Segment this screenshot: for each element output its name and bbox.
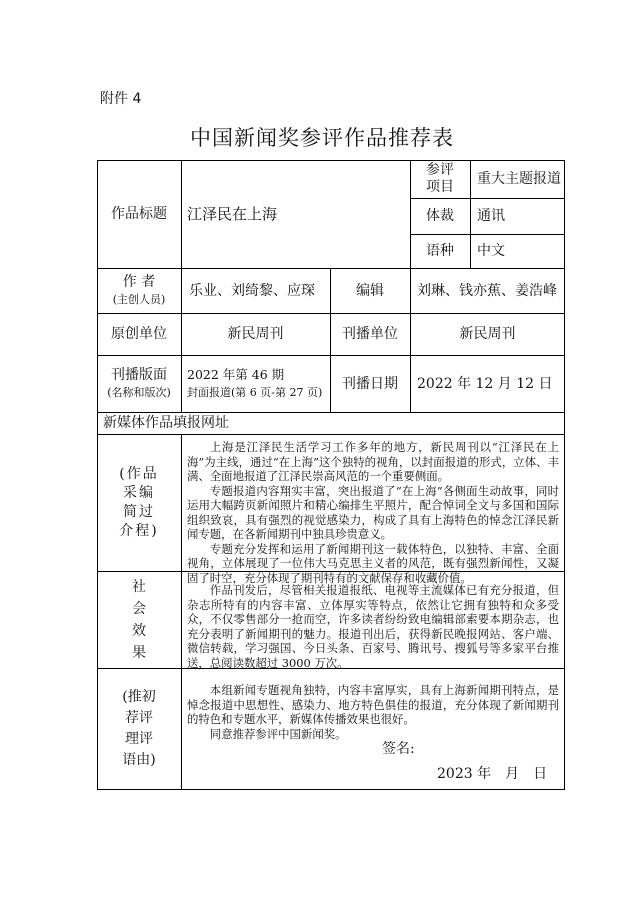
genre-label: 体裁: [426, 208, 454, 224]
intro-paragraph: 专题报道内容翔实丰富，突出报道了“在上海”各侧面生动故事，同时运用大幅跨页新闻照片和精心编排生平照片，配合悼词全文与多国和国际组织致哀，具有强烈的视觉感染力，构成了具有上海特色的悼念江泽民新闻专题，在各新闻期刊中独具珍贵意义。: [187, 483, 559, 541]
intro-paragraph: 专题充分发挥和运用了新闻期刊这一载体特色，以独特、丰富、全面视角，立体展现了一位伟大马克思主义者的风范，既有强烈新闻性，又凝固了时空，充分体现了期刊特有的文献保存和收藏价值。: [187, 541, 559, 585]
publish-date-value: 2022 年 12 月 12 日: [417, 375, 553, 392]
original-unit-label: 原创单位: [111, 326, 167, 342]
review-paragraph: 本组新闻专题视角独特，内容丰富厚实，具有上海新闻期刊特点，是悼念报道中思想性、感染力、地方特色俱佳的报道，充分体现了新闻期刊的特色和专题水平，新媒体传播效果也很好。: [187, 683, 559, 726]
review-date: 2023 年 月 日: [437, 766, 548, 782]
col-line: [181, 160, 182, 412]
effect-label: 社会效果: [132, 578, 146, 661]
language-value: 中文: [477, 243, 505, 259]
recommendation-form: [97, 160, 565, 790]
layout-sublabel: (名称和版次): [107, 385, 171, 399]
effect-label-cell: [97, 571, 181, 668]
review-paragraph: 同意推荐参评中国新闻奖。: [209, 726, 347, 741]
form-title: 中国新闻奖参评作品推荐表: [190, 126, 454, 150]
language-label: 语种: [426, 243, 454, 259]
layout-label-cell: [97, 355, 181, 412]
intro-paragraph: 上海是江泽民生活学习工作多年的地方，新民周刊以“江泽民在上海”为主线，通过“在上海”这个独特的视角，以封面报道的形式，立体、丰满、全面地报道了江泽民崇高风范的一个重要侧面。: [187, 440, 559, 483]
col-line: [470, 160, 471, 268]
review-text: [187, 683, 559, 741]
layout-value-line2: 封面报道(第 6 页-第 27 页): [187, 385, 323, 399]
editors-value: 刘琳、钱亦蕉、姜浩峰: [417, 282, 557, 299]
authors-value: 乐业、刘绮黎、应琛: [189, 282, 315, 299]
authors-sublabel: (主创人员): [112, 292, 166, 306]
work-title-label: 作品标题: [111, 206, 167, 222]
category-label: 参评项目: [426, 162, 454, 195]
work-title-value: 江泽民在上海: [187, 205, 278, 223]
effect-text: [187, 583, 559, 670]
new-media-url-label: 新媒体作品填报网址: [103, 415, 229, 431]
intro-label: (作品采编简过介程): [119, 465, 159, 539]
genre-value: 通讯: [477, 208, 505, 224]
category-value: 重大主题报道: [477, 171, 561, 187]
review-label: (推初荐评理评语由): [122, 689, 156, 768]
authors-label: 作 者: [122, 273, 156, 290]
signature-label: 签名:: [382, 741, 415, 757]
publish-unit-label: 刊播单位: [342, 326, 398, 342]
layout-value-cell: [187, 355, 330, 412]
original-unit-value: 新民周刊: [227, 326, 284, 342]
layout-value-line1: 2022 年第 46 期: [187, 366, 285, 382]
intro-label-cell: [97, 434, 181, 571]
effect-paragraph: 作品刊发后，尽管相关报道报纸、电视等主流媒体已有充分报道，但杂志所特有的内容丰富、立体厚实等特点，依然让它拥有独特和众多受众，不仅零售部分一抢而空，许多读者纷纷致电编辑部索要本期杂志，也充分表明了新闻期刊的魅力。报道刊出后，获得新民晚报网站、客户端、微信转载，学习强国、今日头条、百家号、腾讯号、搜狐号等多家平台推送，总阅读数超过 3000 万次。: [187, 583, 559, 670]
editors-label: 编辑: [356, 282, 384, 299]
border-right: [564, 160, 565, 790]
new-media-url-value: [307, 412, 557, 434]
col-line: [181, 434, 182, 790]
intro-text: [187, 440, 559, 585]
review-label-cell: [97, 668, 181, 790]
authors-label-cell: [97, 268, 181, 313]
layout-label: 刊播版面: [111, 366, 167, 383]
publish-unit-value: 新民周刊: [459, 326, 516, 342]
publish-date-label: 刊播日期: [342, 375, 398, 392]
attachment-label: 附件 4: [100, 91, 142, 107]
